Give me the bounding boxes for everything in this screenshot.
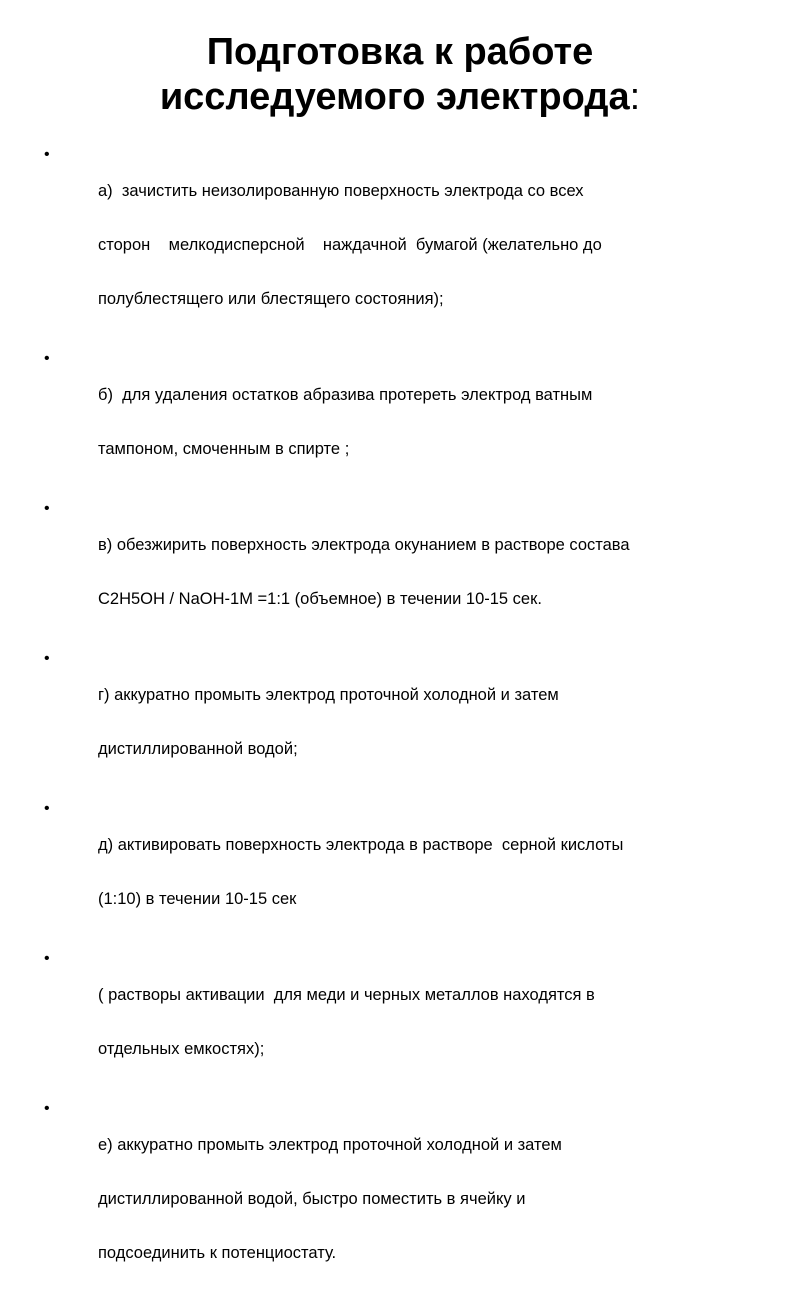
bullet-dot-icon: • — [44, 800, 50, 817]
bullet-list — [44, 146, 744, 1304]
slide-title-line-2 — [0, 75, 800, 120]
bullet-item — [44, 950, 744, 1094]
slide-title-line-2-text: исследуемого электрода — [159, 76, 630, 118]
bullet-line: (1:10) в течении 10-15 сек — [98, 890, 297, 908]
slide-title-line-1: Подготовка к работе — [206, 31, 594, 73]
bullet-dot-icon: • — [44, 650, 50, 667]
bullet-line: б) для удаления остатков абразива протереть электрод ватным — [98, 386, 593, 404]
bullet-line: C2H5OH / NaOH-1M =1:1 (объемное) в течении 10-15 сек. — [98, 590, 542, 608]
bullet-line: д) активировать поверхность электрода в растворе серной кислоты — [98, 836, 624, 854]
bullet-item — [44, 350, 744, 494]
bullet-text — [98, 1118, 744, 1298]
slide-title-colon: : — [629, 76, 641, 118]
bullet-line: тампоном, смоченным в спирте ; — [98, 440, 350, 458]
bullet-text — [98, 164, 744, 344]
bullet-item — [44, 650, 744, 794]
bullet-line: полублестящего или блестящего состояния); — [98, 290, 444, 308]
bullet-line: а) зачистить неизолированную поверхность электрода со всех — [98, 182, 584, 200]
bullet-text — [98, 668, 744, 794]
bullet-line: сторон мелкодисперсной наждачной бумагой (желательно до — [98, 236, 602, 254]
bullet-text — [98, 368, 744, 494]
slide-title — [0, 30, 800, 120]
bullet-item — [44, 800, 744, 944]
bullet-text — [98, 518, 744, 644]
bullet-line: отдельных емкостях); — [98, 1040, 265, 1058]
bullet-dot-icon: • — [44, 146, 50, 163]
bullet-line: в) обезжирить поверхность электрода окунанием в растворе состава — [98, 536, 630, 554]
bullet-line: е) аккуратно промыть электрод проточной холодной и затем — [98, 1136, 562, 1154]
bullet-item — [44, 146, 744, 344]
bullet-text — [98, 968, 744, 1094]
bullet-item — [44, 1100, 744, 1298]
bullet-line: г) аккуратно промыть электрод проточной холодной и затем — [98, 686, 559, 704]
bullet-text — [98, 818, 744, 944]
bullet-item — [44, 500, 744, 644]
bullet-line: дистиллированной водой; — [98, 740, 298, 758]
bullet-dot-icon: • — [44, 950, 50, 967]
bullet-dot-icon: • — [44, 350, 50, 367]
bullet-line: ( растворы активации для меди и черных металлов находятся в — [98, 986, 595, 1004]
bullet-line: подсоединить к потенциостату. — [98, 1244, 337, 1262]
bullet-dot-icon: • — [44, 1100, 50, 1117]
bullet-line: дистиллированной водой, быстро поместить в ячейку и — [98, 1190, 526, 1208]
bullet-dot-icon: • — [44, 500, 50, 517]
